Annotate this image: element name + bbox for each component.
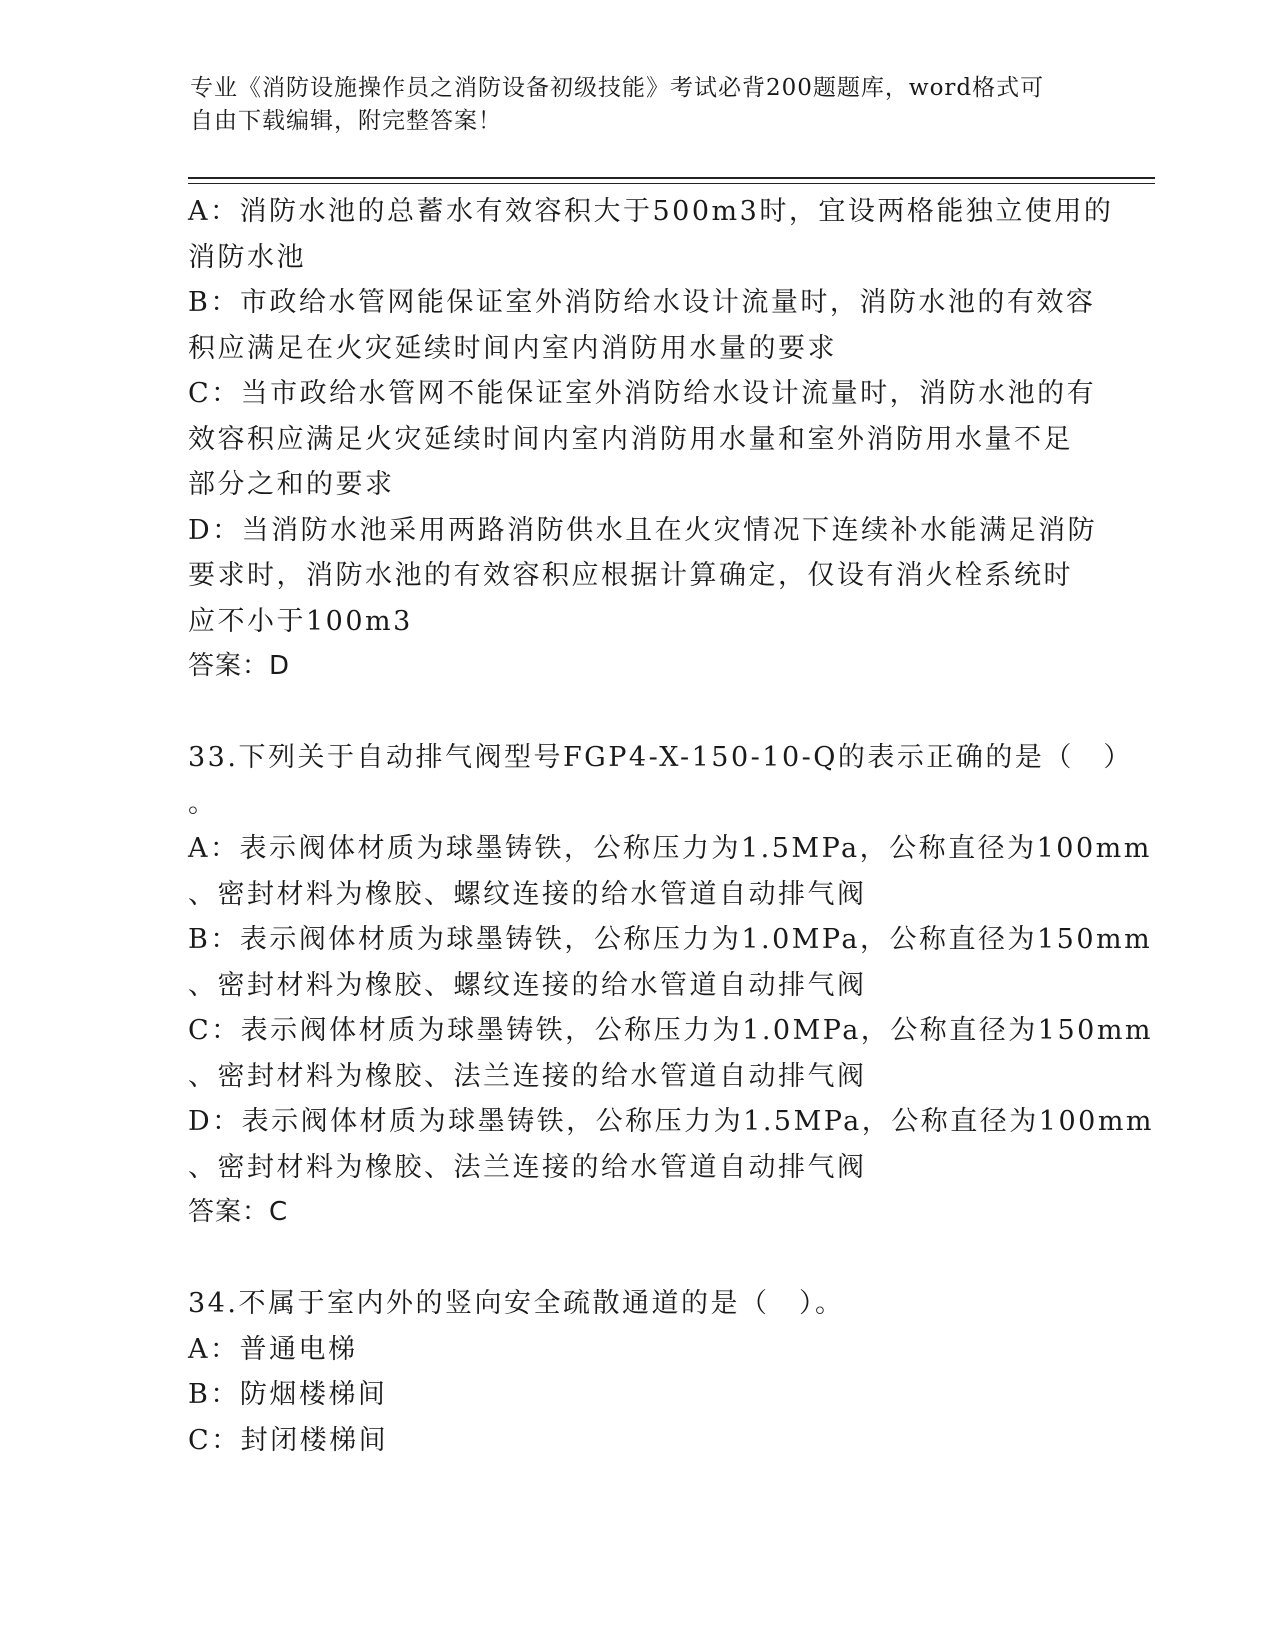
- option-c: C：封闭楼梯间: [188, 1424, 389, 1456]
- option-c-line-3: 部分之和的要求: [188, 469, 395, 500]
- answer-33: 答案：C: [188, 1197, 289, 1227]
- question-32-options: [188, 189, 1114, 690]
- question-34: [188, 1281, 1088, 1463]
- question-stem-line-1: 33.下列关于自动排气阀型号FGP4-X-150-10-Q的表示正确的是（ ）: [188, 742, 1133, 773]
- question-stem-line-2: 。: [188, 787, 218, 819]
- option-d-line-1: D：表示阀体材质为球墨铸铁，公称压力为1.5MPa，公称直径为100mm: [188, 1106, 1155, 1137]
- option-c-line-2: 、密封材料为橡胶、法兰连接的给水管道自动排气阀: [188, 1060, 867, 1092]
- option-c-line-1: C：当市政给水管网不能保证室外消防给水设计流量时，消防水池的有: [188, 378, 1097, 409]
- spacer: [188, 1236, 1088, 1282]
- document-body: [188, 189, 1155, 1463]
- question-stem: 34.不属于室内外的竖向安全疏散通道的是（ ）。: [188, 1288, 845, 1319]
- option-c-line-2: 效容积应满足火灾延续时间内室内消防用水量和室外消防用水量不足: [188, 423, 1073, 455]
- question-33: [188, 735, 1155, 1236]
- option-d-line-1: D：当消防水池采用两路消防供水且在火灾情况下连续补水能满足消防: [188, 514, 1098, 546]
- option-a-line-1: A：表示阀体材质为球墨铸铁，公称压力为1.5MPa，公称直径为100mm: [188, 833, 1152, 864]
- header-line-2: 自由下载编辑，附完整答案！: [190, 108, 502, 134]
- option-c-line-1: C：表示阀体材质为球墨铸铁，公称压力为1.0MPa，公称直径为150mm: [188, 1015, 1154, 1046]
- option-a: A：普通电梯: [188, 1333, 358, 1365]
- option-a-line-2: 消防水池: [188, 241, 306, 273]
- option-d-line-2: 要求时，消防水池的有效容积应根据计算确定，仅设有消火栓系统时: [188, 560, 1073, 591]
- spacer: [188, 690, 1088, 736]
- option-d-line-2: 、密封材料为橡胶、法兰连接的给水管道自动排气阀: [188, 1151, 867, 1183]
- document-header: [190, 72, 1070, 138]
- header-line-1: 专业《消防设施操作员之消防设备初级技能》考试必背200题题库，word格式可: [190, 75, 1045, 101]
- option-b: B：防烟楼梯间: [188, 1379, 388, 1410]
- header-rule-thin: [188, 183, 1155, 184]
- option-b-line-2: 积应满足在火灾延续时间内室内消防用水量的要求: [188, 332, 837, 364]
- header-rule-thick: [188, 177, 1155, 179]
- option-b-line-2: 、密封材料为橡胶、螺纹连接的给水管道自动排气阀: [188, 969, 867, 1001]
- answer-32: 答案：D: [188, 651, 291, 681]
- option-d-line-3: 应不小于100m3: [188, 605, 413, 637]
- option-b-line-1: B：表示阀体材质为球墨铸铁，公称压力为1.0MPa，公称直径为150mm: [188, 924, 1153, 955]
- option-b-line-1: B：市政给水管网能保证室外消防给水设计流量时，消防水池的有效容: [188, 287, 1096, 318]
- option-a-line-1: A：消防水池的总蓄水有效容积大于500m3时，宜设两格能独立使用的: [188, 196, 1114, 227]
- option-a-line-2: 、密封材料为橡胶、螺纹连接的给水管道自动排气阀: [188, 878, 867, 910]
